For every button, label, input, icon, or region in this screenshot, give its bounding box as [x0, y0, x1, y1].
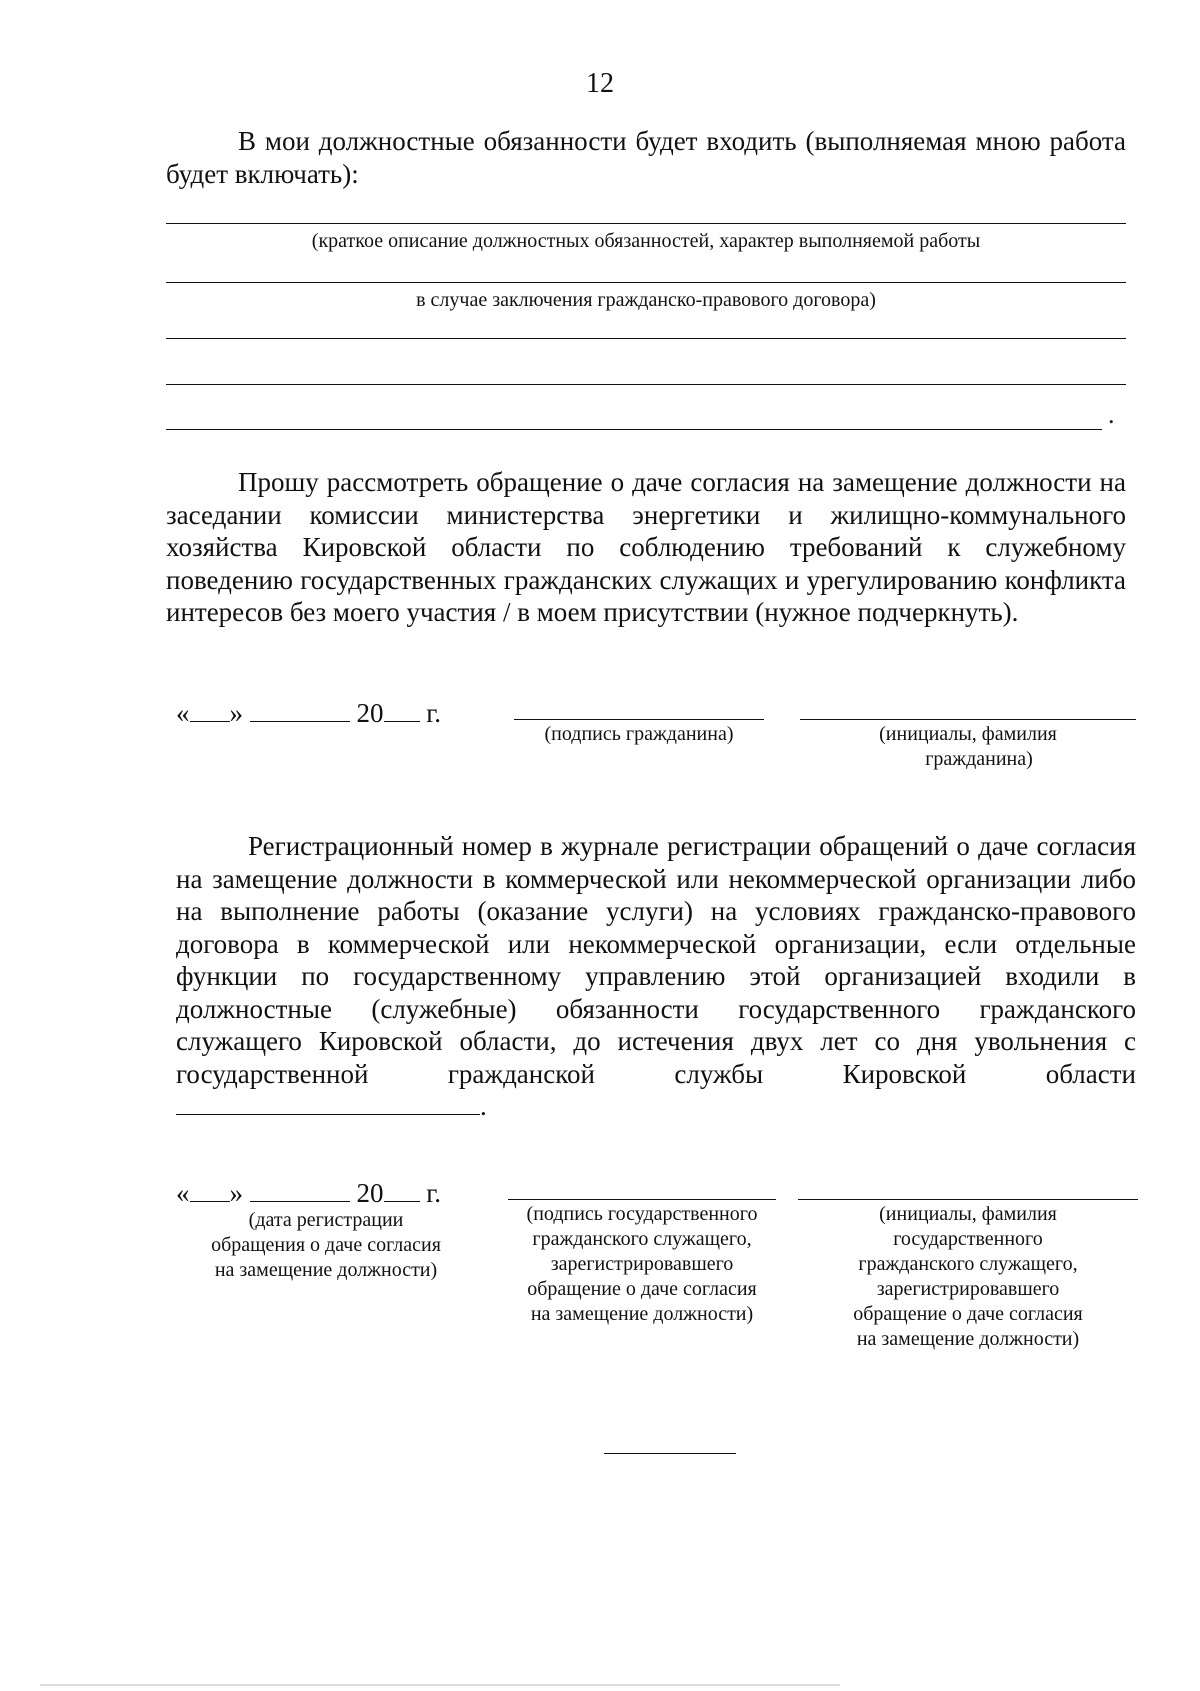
registrar-signature-caption: [492, 1202, 792, 1327]
signature-caption-line: обращение о даче согласия: [527, 1278, 757, 1300]
year-blank[interactable]: [384, 699, 420, 722]
blank-line-4[interactable]: [166, 384, 1126, 385]
registrar-name-caption: [808, 1202, 1128, 1352]
signature-caption-line: (подпись государственного: [526, 1203, 758, 1225]
year-suffix: г.: [426, 698, 442, 728]
citizen-name-line[interactable]: [800, 719, 1136, 720]
month-blank[interactable]: [250, 699, 350, 722]
registration-paragraph: [176, 830, 1136, 1123]
blank-line-3[interactable]: [166, 338, 1126, 339]
document-end-separator: [604, 1453, 736, 1454]
quote-open: «: [176, 698, 190, 728]
registration-date-caption: [176, 1208, 476, 1283]
duties-intro: В мои должностные обязанности будет входить (выполняемая мною работа будет включать):: [166, 126, 1126, 189]
signature-caption-line: гражданского служащего,: [532, 1228, 752, 1250]
name-caption-line: зарегистрировавшего: [876, 1278, 1060, 1300]
year-suffix: г.: [426, 1178, 442, 1208]
citizen-name-caption: [800, 722, 1136, 772]
name-caption-line: обращение о даче согласия: [853, 1303, 1083, 1325]
name-caption-line: государственного: [893, 1228, 1043, 1250]
registration-text: Регистрационный номер в журнале регистрации обращений о даче согласия на замещение должности в коммерческой или некоммерческой организации либо на выполнение работы (оказание услуги) на условиях гражданско-правового договора в коммерческой или некоммерческой организации, если отдельные функции по государственному управлению этой организацией входили в должностные (служебные) обязанности государственного гражданского служащего Кировской области, до истечения двух лет со дня увольнения с государственной гражданской службы Кировской области: [176, 831, 1136, 1089]
citizen-signature-line[interactable]: [514, 719, 764, 720]
date-caption-line: (дата регистрации: [248, 1209, 404, 1231]
name-caption-line: на замещение должности): [856, 1328, 1080, 1350]
blank-line-2[interactable]: [166, 282, 1126, 283]
page-number: 12: [586, 68, 614, 99]
blank-line-1[interactable]: [166, 223, 1126, 224]
scan-noise: [40, 1684, 840, 1686]
year-blank[interactable]: [384, 1179, 420, 1202]
date-caption-line: на замещение должности): [214, 1259, 438, 1281]
quote-close: »: [229, 698, 243, 728]
citizen-name-caption-1: (инициалы, фамилия: [879, 723, 1057, 745]
quote-close: »: [229, 1178, 243, 1208]
duties-end-mark: .: [1108, 400, 1115, 429]
registrar-signature-line[interactable]: [508, 1199, 776, 1200]
registration-number-blank[interactable]: [176, 1090, 480, 1115]
year-prefix: 20: [356, 698, 384, 728]
blank-line-5[interactable]: [166, 429, 1102, 430]
month-blank[interactable]: [250, 1179, 350, 1202]
name-caption-line: (инициалы, фамилия: [879, 1203, 1057, 1225]
registration-end-mark: .: [480, 1091, 487, 1121]
signature-caption-line: зарегистрировавшего: [550, 1253, 734, 1275]
citizen-name-caption-2: гражданина): [925, 748, 1033, 770]
day-blank[interactable]: [190, 1179, 230, 1202]
quote-open: «: [176, 1178, 190, 1208]
request-paragraph: Прошу рассмотреть обращение о даче согласия на замещение должности на заседании комиссии министерства энергетики и жилищно-коммунального хозяйства Кировской области по соблюдению требований к служебному поведению государственных гражданских служащих и урегулированию конфликта интересов без моего участия / в моем присутствии (нужное подчеркнуть).: [166, 467, 1126, 627]
year-prefix: 20: [356, 1178, 384, 1208]
signature-caption-line: на замещение должности): [530, 1303, 754, 1325]
registrar-name-line[interactable]: [798, 1199, 1138, 1200]
day-blank[interactable]: [190, 699, 230, 722]
citizen-date[interactable]: [176, 698, 441, 729]
duties-caption-2: в случае заключения гражданско-правового договора): [416, 289, 876, 311]
registration-date[interactable]: [176, 1178, 441, 1209]
duties-caption-1: (краткое описание должностных обязанностей, характер выполняемой работы: [311, 230, 981, 252]
citizen-signature-caption: (подпись гражданина): [544, 723, 734, 745]
name-caption-line: гражданского служащего,: [858, 1253, 1078, 1275]
date-caption-line: обращения о даче согласия: [211, 1234, 441, 1256]
